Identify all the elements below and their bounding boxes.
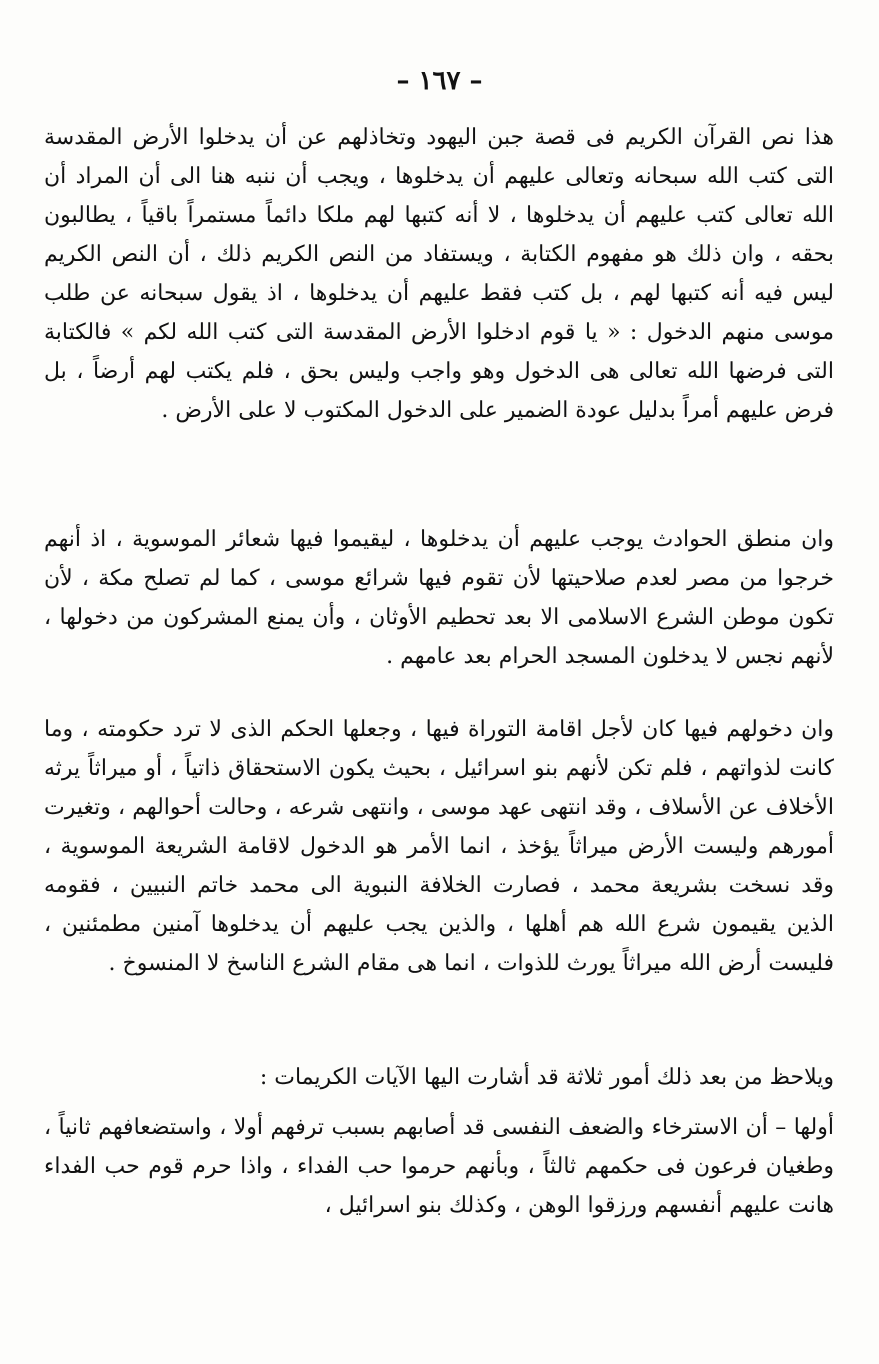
paragraph-text: أولها – أن الاسترخاء والضعف النفسى قد أصابهم بسبب ترفهم أولا ، واستضعافهم ثانياً ، وطغيان فرعون فى حكمهم ثالثاً ، وبأنهم حرموا حب الفداء ، واذا حرم قوم حب الفداء هانت عليهم أنفسهم ورزقوا الوهن ، وكذلك بنو اسرائيل ، <box>44 1115 834 1218</box>
page-number: – ١٦٧ – <box>396 66 483 96</box>
paragraph-1 <box>44 118 834 430</box>
paragraph-4 <box>44 1058 834 1097</box>
paragraph-3 <box>44 710 834 983</box>
paragraph-text: هذا نص القرآن الكريم فى قصة جبن اليهود وتخاذلهم عن أن يدخلوا الأرض المقدسة التى كتب الله سبحانه وتعالى عليهم أن يدخلوها ، ويجب أن ننبه هنا الى أن المراد أن الله تعالى كتب عليهم أن يدخلوها ، لا أنه كتبها لهم ملكا دائماً مستمراً باقياً ، يطالبون بحقه ، وان ذلك هو مفهوم الكتابة ، ويستفاد من النص الكريم ذلك ، أن النص الكريم ليس فيه أنه كتبها لهم ، بل كتب فقط عليهم أن يدخلوها ، اذ يقول سبحانه عن طلب موسى منهم الدخول : « يا قوم ادخلوا الأرض المقدسة التى كتب الله لكم » فالكتابة التى فرضها الله تعالى هى الدخول وهو واجب وليس بحق ، فلم يكتب لهم أرضاً ، بل فرض عليهم أمراً بدليل عودة الضمير على الدخول المكتوب لا على الأرض . <box>44 125 834 423</box>
paragraph-text: وان منطق الحوادث يوجب عليهم أن يدخلوها ، ليقيموا فيها شعائر الموسوية ، اذ أنهم خرجوا من مصر لعدم صلاحيتها لأن تقوم فيها شرائع موسى ، كما لم تصلح مكة ، لأن تكون موطن الشرع الاسلامى الا بعد تحطيم الأوثان ، وأن يمنع المشركون من دخولها ، لأنهم نجس لا يدخلون المسجد الحرام بعد عامهم . <box>44 527 834 669</box>
paragraph-5 <box>44 1108 834 1225</box>
paragraph-text: ويلاحظ من بعد ذلك أمور ثلاثة قد أشارت اليها الآيات الكريمات : <box>259 1065 834 1090</box>
paragraph-2 <box>44 520 834 676</box>
paragraph-text: وان دخولهم فيها كان لأجل اقامة التوراة فيها ، وجعلها الحكم الذى لا ترد حكومته ، وما كانت لذواتهم ، فلم تكن لأنهم بنو اسرائيل ، بحيث يكون الاستحقاق ذاتياً ، أو ميراثاً يرثه الأخلاف عن الأسلاف ، وقد انتهى عهد موسى ، وانتهى شرعه ، وحالت أحوالهم ، وتغيرت أمورهم وليست الأرض ميراثاً يؤخذ ، انما الأمر هو الدخول لاقامة الشريعة الموسوية ، وقد نسخت بشريعة محمد ، فصارت الخلافة النبوية الى محمد خاتم النبيين ، فقومه الذين يقيمون شرع الله هم أهلها ، والذين يجب عليهم أن يدخلوها آمنين مطمئنين ، فليست أرض الله ميراثاً يورث للذوات ، انما هى مقام الشرع الناسخ لا المنسوخ . <box>44 717 834 976</box>
